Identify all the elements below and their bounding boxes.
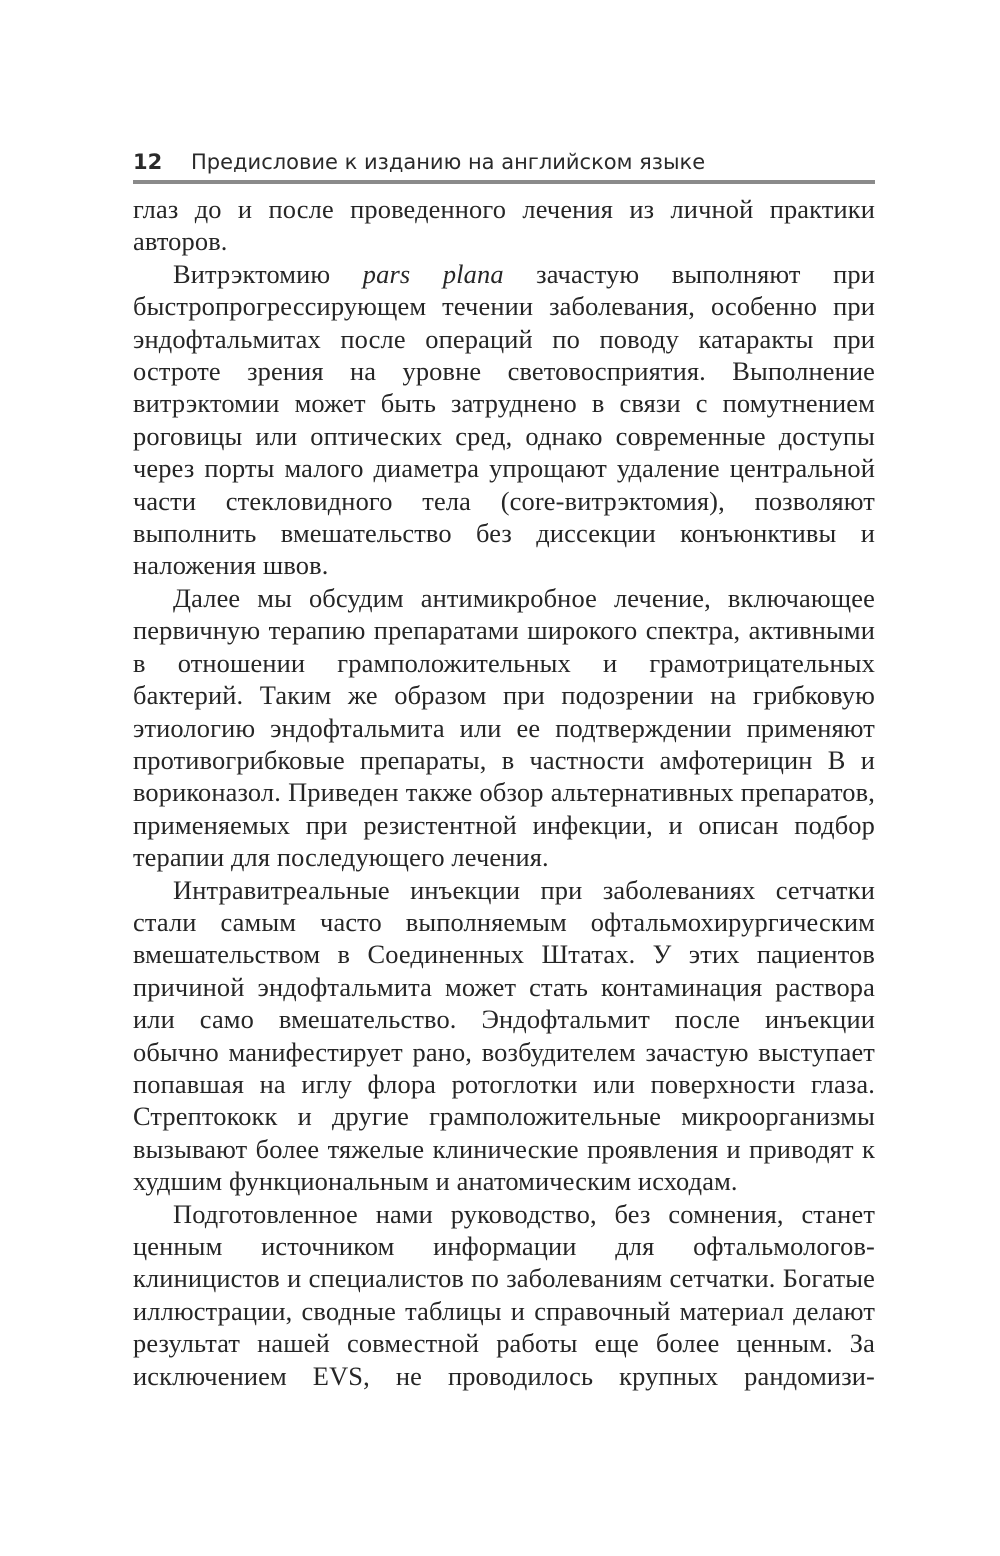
- paragraph-text: зачастую выполняют при быстропрогрессирующем течении заболевания, особенно при эндофтальмитах после операций по поводу катаракты при остроте зрения на уровне световосприятия. Выполнение витрэктомии может быть затруднено в связи с помутнением роговицы или оптических сред, однако современные доступы через порты малого диаметра упрощают удаление центральной части стекловидного тела (core-витрэктомия), позволяют выполнить вмешательство без диссекции конъюнктивы и наложения швов.: [133, 258, 875, 581]
- paragraph-lead: Витрэктомию: [173, 258, 363, 289]
- paragraph-text: Далее мы обсудим антимикробное лечение, включающее первичную терапию препаратами широкого спектра, активными в отношении грамположительных и грамотрицательных бактерий. Таким же образом при подозрении на грибковую этиологию эндофтальмита или ее подтверждении применяют противогрибковые препараты, в частности амфотерицин В и вориконазол. Приведен также обзор альтернативных препаратов, применяемых при резистентной инфекции, и описан подбор терапии для последующего лечения.: [133, 582, 875, 873]
- running-title: Предисловие к изданию на английском языке: [191, 150, 706, 174]
- paragraph-antimicrobial: [133, 582, 875, 874]
- paragraph-vitrectomy: [133, 258, 875, 582]
- italic-term: pars plana: [362, 258, 504, 289]
- running-header: [133, 146, 875, 180]
- paragraph-continuation: [133, 193, 875, 258]
- header-rule: [133, 180, 875, 184]
- paragraph-guide: [133, 1198, 875, 1392]
- body-text: [133, 193, 875, 1392]
- paragraph-text: Интравитреальные инъекции при заболеваниях сетчатки стали самым часто выполняемым офтальмохирургическим вмешательством в Соединенных Штатах. У этих пациентов причиной эндофтальмита может стать контаминация раствора или само вмешательство. Эндофтальмит после инъекции обычно манифестирует рано, возбудителем зачастую выступает попавшая на иглу флора ротоглотки или поверхности глаза. Стрептококк и другие грамположительные микроорганизмы вызывают более тяжелые клинические проявления и приводят к худшим функциональным и анатомическим исходам.: [133, 874, 875, 1197]
- page-number: 12: [133, 150, 163, 174]
- paragraph-text: глаз до и после проведенного лечения из личной практики авторов.: [133, 194, 875, 257]
- paragraph-text: Подготовленное нами руководство, без сомнения, станет ценным источником информации для офтальмологов-клиницистов и специалистов по заболеваниям сетчатки. Богатые иллюстрации, сводные таблицы и справочный материал делают результат нашей совместной работы еще более ценным. За исключением EVS, не проводилось крупных рандомизи-: [133, 1198, 875, 1391]
- paragraph-intravitreal: [133, 874, 875, 1198]
